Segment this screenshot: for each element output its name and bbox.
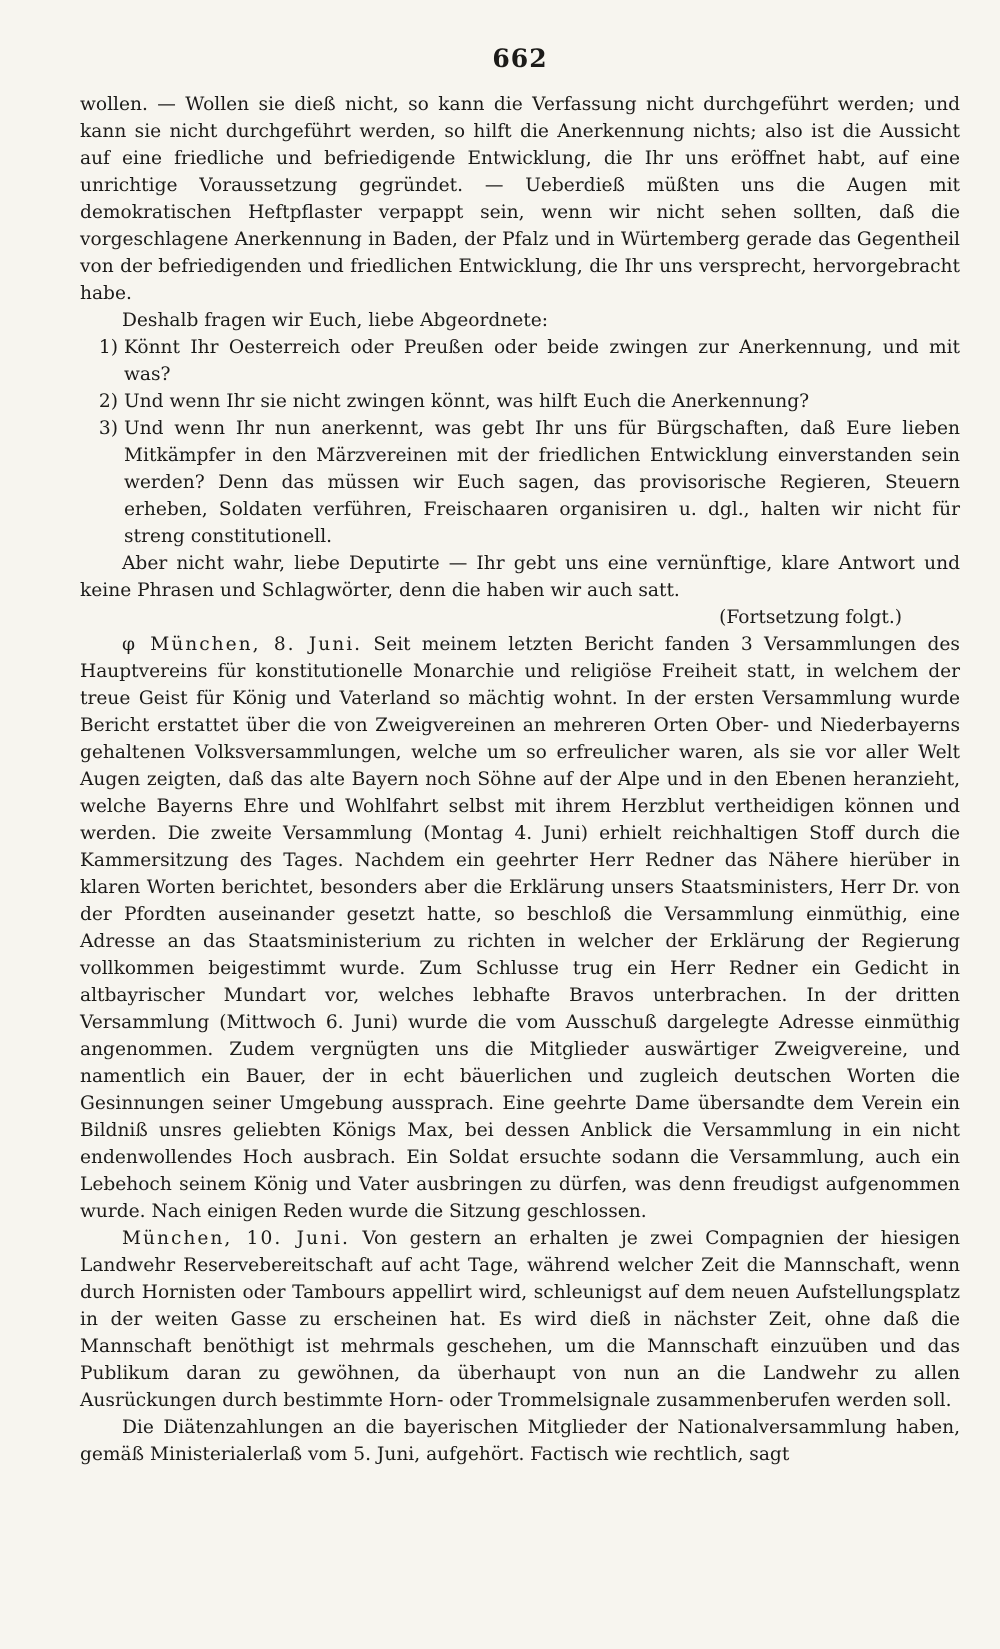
report-text: Von gestern an erhalten je zwei Compagnien der hiesigen Landwehr Reservebereitschaft auf acht Tage, während welcher Zeit die Mannschaft, wenn durch Hornisten oder Tambours appellirt wird, schleunigst auf dem neuen Aufstellungsplatz in der weiten Gasse zu erscheinen hat. Es wird dieß in nächster Zeit, ohne daß die Mannschaft benöthigt ist mehrmals geschehen, um die Mannschaft einzuüben und das Publikum daran zu gewöhnen, da überhaupt von nun an die Landwehr zu allen Ausrückungen durch bestimmte Horn- oder Trommelsignale zusammenberufen werden soll. <box>80 1228 960 1411</box>
question-number: 3) <box>98 418 118 439</box>
question-item-2 <box>80 388 960 415</box>
question-text: Könnt Ihr Oesterreich oder Preußen oder beide zwingen zur Anerkennung, und mit was? <box>124 337 960 385</box>
article-body <box>80 91 960 1468</box>
paragraph-munich-8-june <box>80 631 960 1225</box>
page-number: 662 <box>492 44 548 73</box>
paragraph-closing: Aber nicht wahr, liebe Deputirte — Ihr gebt uns eine vernünftige, klare Antwort und keine Phrasen und Schlagwörter, denn die haben wir auch satt. <box>80 553 960 601</box>
question-text: Und wenn Ihr nun anerkennt, was gebt Ihr uns für Bürgschaften, daß Eure lieben Mitkämpfer in den Märzvereinen mit der friedlichen Entwicklung einverstanden sein werden? Denn das müssen wir Euch sagen, das provisorische Regieren, Steuern erheben, Soldaten verführen, Freischaaren organisiren u. dgl., halten wir nicht für streng constitutionell. <box>124 418 960 547</box>
paragraph-munich-10-june <box>80 1225 960 1414</box>
continued-note: (Fortsetzung folgt.) <box>719 607 902 628</box>
paragraph-diaeten: Die Diätenzahlungen an die bayerischen Mitglieder der Nationalversammlung haben, gemäß Ministerialerlaß vom 5. Juni, aufgehört. Factisch wie rechtlich, sagt <box>80 1417 960 1465</box>
paragraph-intro: wollen. — Wollen sie dieß nicht, so kann die Verfassung nicht durchgeführt werden; und kann sie nicht durchgeführt werden, so hilft die Anerkennung nichts; also ist die Aussicht auf eine friedliche und befriedigende Entwicklung, die Ihr uns eröffnet habt, auf eine unrichtige Voraussetzung gegründet. — Ueberdieß müßten uns die Augen mit demokratischen Heftpflaster verpappt sein, wenn wir nicht sehen sollten, daß die vorgeschlagene Anerkennung in Baden, der Pfalz und in Würtemberg gerade das Gegentheil von der befriedigenden und friedlichen Entwicklung, die Ihr uns versprecht, hervorgebracht habe. <box>80 94 960 304</box>
report-text: Seit meinem letzten Bericht fanden 3 Versammlungen des Hauptvereins für konstitutionelle Monarchie und religiöse Freiheit statt, in welchem der treue Geist für König und Vaterland so mächtig wohnt. In der ersten Versammlung wurde Bericht erstattet über die von Zweigvereinen an mehreren Orten Ober- und Niederbayerns gehaltenen Volksversammlungen, welche um so erfreulicher waren, als sie vor aller Welt Augen zeigten, daß das alte Bayern noch Söhne auf der Alpe und in den Ebenen heranzieht, welche Bayerns Ehre und Wohlfahrt selbst mit ihrem Herzblut vertheidigen können und werden. Die zweite Versammlung (Montag 4. Juni) erhielt reichhaltigen Stoff durch die Kammersitzung des Tages. Nachdem ein geehrter Herr Redner das Nähere hierüber in klaren Worten berichtet, besonders aber die Erklärung unsers Staatsministers, Herr Dr. von der Pfordten auseinander gesetzt hatte, so beschloß die Versammlung einmüthig, eine Adresse an das Staatsministerium zu richten in welcher der Erklärung der Regierung vollkommen beigestimmt wurde. Zum Schlusse trug ein Herr Redner ein Gedicht in altbayrischer Mundart vor, welches lebhafte Bravos unterbrachen. In der dritten Versammlung (Mittwoch 6. Juni) wurde die vom Ausschuß dargelegte Adresse einmüthig angenommen. Zudem vergnügten uns die Mitglieder auswärtiger Zweigvereine, und namentlich ein Bauer, der in echt bäuerlichen und zugleich deutschen Worten die Gesinnungen seiner Umgebung aussprach. Eine geehrte Dame übersandte dem Verein ein Bildniß unsres geliebten Königs Max, bei dessen Anblick die Versammlung in ein nicht endenwollendes Hoch ausbrach. Ein Soldat ersuchte sodann die Versammlung, auch ein Lebehoch seinem König und Vater ausbringen zu dürfen, was denn freudigst aufgenommen wurde. Nach einigen Reden wurde die Sitzung geschlossen. <box>80 634 960 1222</box>
question-number: 1) <box>98 337 118 358</box>
dateline-munich-10-june: München, 10. Juni. <box>122 1228 350 1249</box>
question-number: 2) <box>98 391 118 412</box>
question-text: Und wenn Ihr sie nicht zwingen könnt, was hilft Euch die Anerkennung? <box>124 391 810 412</box>
question-item-1 <box>80 334 960 388</box>
question-list <box>80 334 960 550</box>
question-item-3 <box>80 415 960 550</box>
paragraph-question-lead: Deshalb fragen wir Euch, liebe Abgeordnete: <box>122 310 548 331</box>
dateline-munich-8-june: φ München, 8. Juni. <box>122 634 363 655</box>
